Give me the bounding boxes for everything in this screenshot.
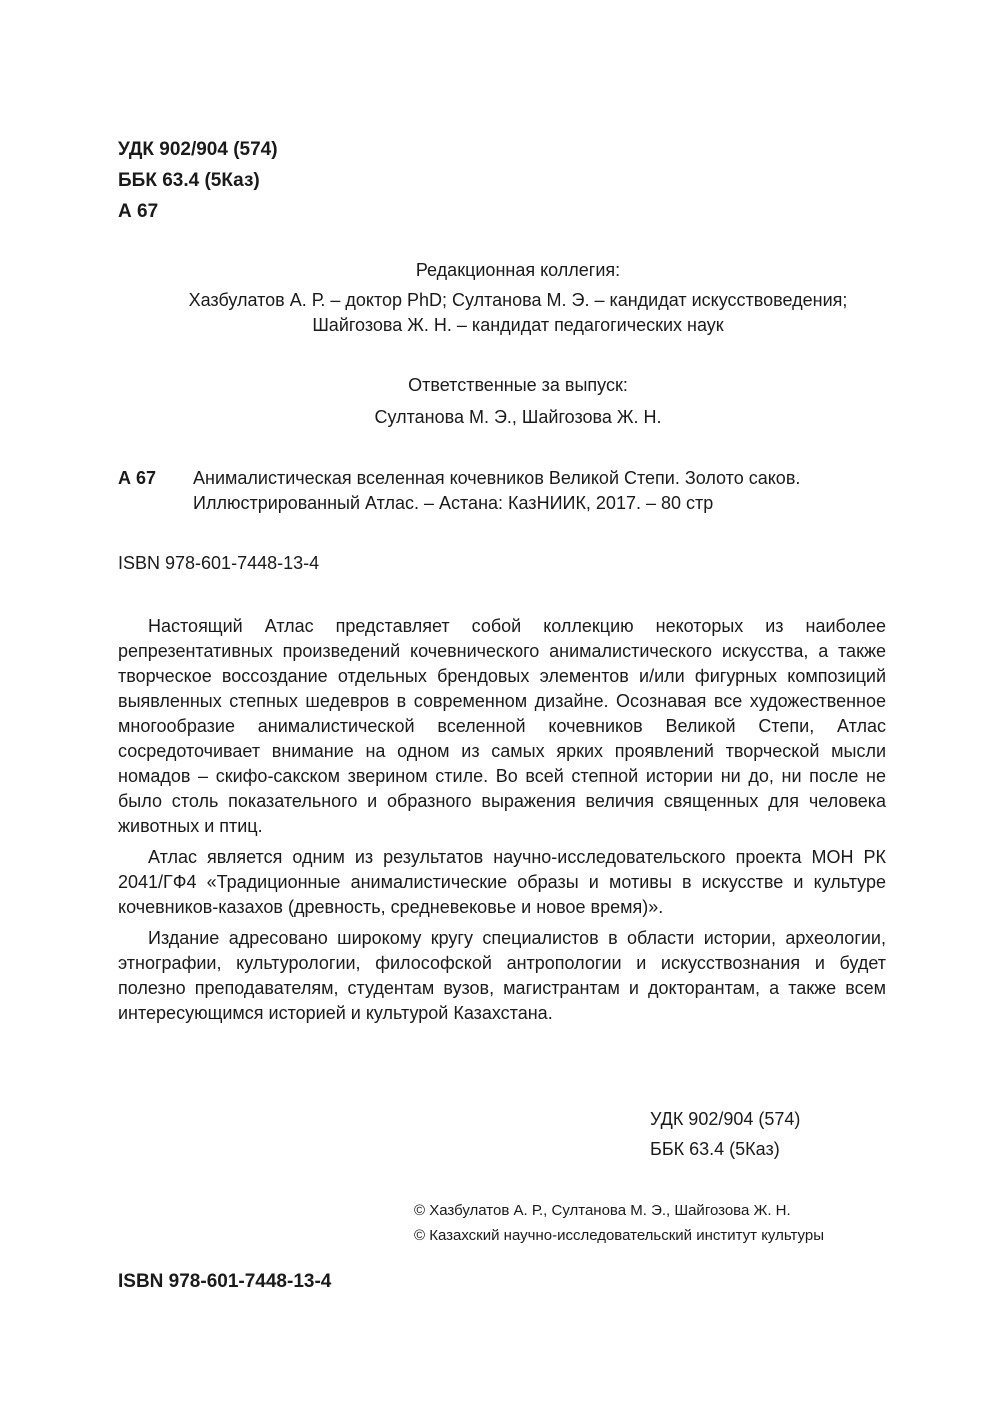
isbn-line: ISBN 978-601-7448-13-4 [118, 553, 320, 573]
abstract-paragraph-1: Настоящий Атлас представляет собой коллекцию некоторых из наиболее репрезентативных произведений кочевнического анималистического искусства, а также творческое воссоздание отдельных брендовых элементов и/или фигурных композиций выявленных степных шедевров в современном дизайне. Осознавая все художественное многообразие анималистической вселенной кочевников Великой Степи, Атлас сосредоточивает внимание на одном из самых ярких проявлений творческой мысли номадов – скифо-сакском зверином стиле. Во всей степной истории ни до, ни после не было столь показательного и образного выражения величия священных для человека животных и птиц. [118, 616, 886, 836]
editorial-board-line-2: Шайгозова Ж. Н. – кандидат педагогических наук [312, 315, 724, 335]
editorial-board [118, 258, 918, 338]
udk-code: УДК 902/904 (574) [118, 139, 278, 160]
isbn-footer: ISBN 978-601-7448-13-4 [118, 1271, 332, 1292]
author-mark: А 67 [118, 201, 159, 222]
copyright-line-1: © Хазбулатов А. Р., Султанова М. Э., Шайгозова Ж. Н. [414, 1202, 791, 1219]
catalog-entry [118, 466, 886, 516]
classification-udk: УДК 902/904 (574) [650, 1109, 801, 1129]
catalog-entry-description: Анималистическая вселенная кочевников Великой Степи. Золото саков. Иллюстрированный Атлас. – Астана: КазНИИК, 2017. – 80 стр [193, 468, 801, 513]
header-codes [118, 134, 278, 227]
classification-bbk: ББК 63.4 (5Каз) [650, 1139, 780, 1159]
abstract-paragraph-2: Атлас является одним из результатов научно-исследовательского проекта МОН РК 2041/ГФ4 «Традиционные анималистические образы и мотивы в искусстве и культуре кочевников-казахов (древность, средневековье и новое время)». [118, 847, 886, 917]
copyright [414, 1198, 824, 1248]
bbk-code: ББК 63.4 (5Каз) [118, 170, 260, 191]
editorial-board-title: Редакционная коллегия: [415, 260, 621, 280]
catalog-entry-code: А 67 [118, 468, 157, 488]
responsible-title: Ответственные за выпуск: [408, 375, 628, 395]
responsible-names: Султанова М. Э., Шайгозова Ж. Н. [374, 407, 662, 427]
classification-codes [650, 1104, 800, 1164]
copyright-line-2: © Казахский научно-исследовательский институт культуры [414, 1227, 824, 1244]
abstract [118, 614, 886, 1032]
abstract-paragraph-3: Издание адресовано широкому кругу специалистов в области истории, археологии, этнографии, культурологии, философской антропологии и искусствознания и будет полезно преподавателям, студентам вузов, магистрантам и докторантам, а также всем интересующимся историей и культурой Казахстана. [118, 928, 886, 1023]
editorial-board-line-1: Хазбулатов А. Р. – доктор PhD; Султанова М. Э. – кандидат искусствоведения; [188, 290, 848, 310]
responsible-persons [118, 374, 918, 430]
